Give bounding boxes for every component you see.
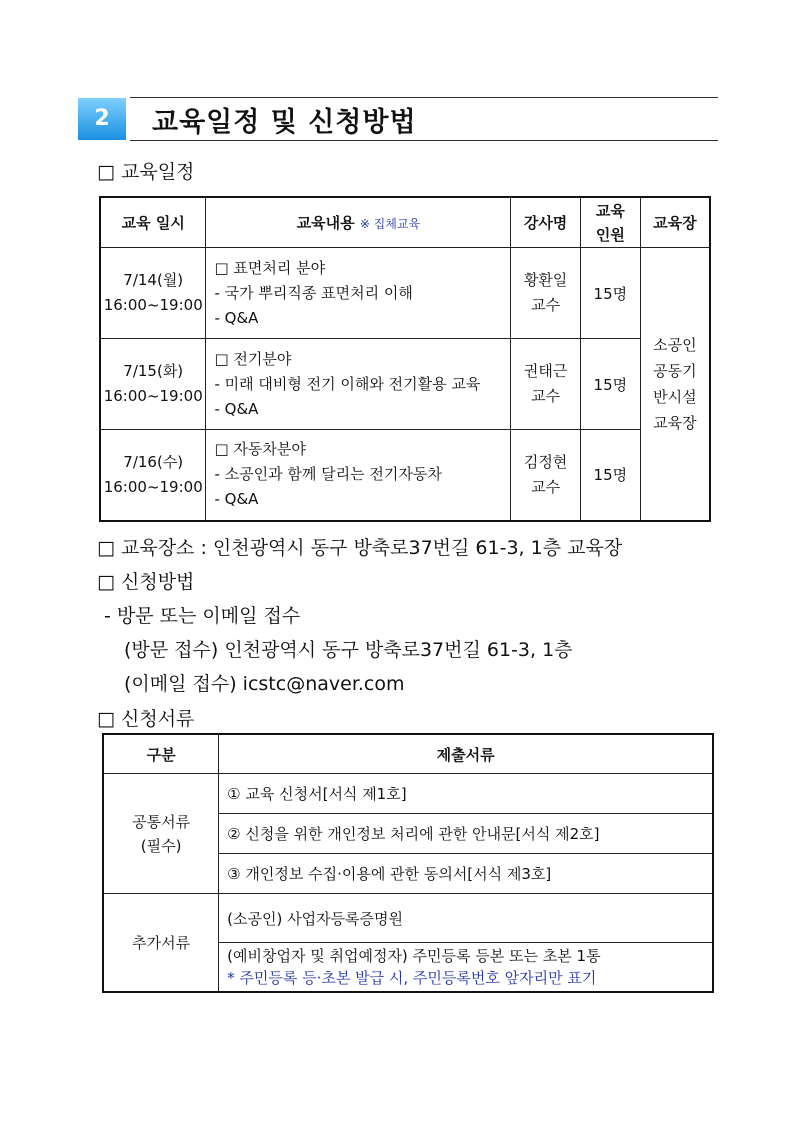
- table-row: [103, 894, 713, 943]
- apply-section-title: □ 신청방법: [97, 571, 195, 593]
- table-row: [103, 774, 713, 814]
- doc-item: (소공인) 사업자등록증명원: [219, 894, 713, 943]
- doc-item: ② 신청을 위한 개인정보 처리에 관한 안내문[서식 제2호]: [219, 814, 713, 854]
- col-header-venue: 교육장: [640, 197, 710, 248]
- apply-email: (이메일 접수) icstc@naver.com: [124, 673, 405, 695]
- extra-docs-label: 추가서류: [103, 894, 219, 993]
- row-date: 7/15(화) 16:00~19:00: [100, 339, 206, 430]
- documents-table: [102, 733, 714, 993]
- row-date: 7/14(월) 16:00~19:00: [100, 248, 206, 339]
- section-number-badge: 2: [78, 98, 126, 140]
- row-date: 7/16(수) 16:00~19:00: [100, 430, 206, 521]
- page-title: 교육일정 및 신청방법: [152, 107, 417, 138]
- schedule-section-title: □ 교육일정: [97, 161, 195, 183]
- schedule-table: [99, 196, 711, 522]
- header-rule-top: [130, 97, 718, 98]
- doc-note: * 주민등록 등·초본 발급 시, 주민등록번호 앞자리만 표기: [227, 969, 597, 987]
- col-header-capacity: 교육 인원: [580, 197, 640, 248]
- common-docs-label: 공통서류 (필수): [103, 774, 219, 894]
- venue-cell: 소공인 공동기 반시설 교육장: [640, 248, 710, 521]
- docs-section-title: □ 신청서류: [97, 708, 195, 730]
- row-instructor: 김정현 교수: [511, 430, 581, 521]
- content-note: ※ 집체교육: [359, 217, 421, 231]
- doc-item: (예비창업자 및 취업예정자) 주민등록 등본 또는 초본 1통 * 주민등록 등·초본 발급 시, 주민등록번호 앞자리만 표기: [219, 943, 713, 993]
- row-content: □ 자동차분야 - 소공인과 함께 달리는 전기자동차 - Q&A: [206, 430, 511, 521]
- table-row: [100, 430, 710, 521]
- row-instructor: 권태근 교수: [511, 339, 581, 430]
- col-header-instructor: 강사명: [511, 197, 581, 248]
- apply-method: - 방문 또는 이메일 접수: [104, 605, 301, 627]
- row-capacity: 15명: [580, 339, 640, 430]
- col-header-documents: 제출서류: [219, 734, 713, 774]
- doc-item: ③ 개인정보 수집·이용에 관한 동의서[서식 제3호]: [219, 854, 713, 894]
- row-capacity: 15명: [580, 430, 640, 521]
- location-text: □ 교육장소 : 인천광역시 동구 방축로37번길 61-3, 1층 교육장: [97, 537, 623, 559]
- row-content: □ 전기분야 - 미래 대비형 전기 이해와 전기활용 교육 - Q&A: [206, 339, 511, 430]
- row-content: □ 표면처리 분야 - 국가 뿌리직종 표면처리 이해 - Q&A: [206, 248, 511, 339]
- doc-item: ① 교육 신청서[서식 제1호]: [219, 774, 713, 814]
- row-capacity: 15명: [580, 248, 640, 339]
- row-instructor: 황환일 교수: [511, 248, 581, 339]
- col-header-date: 교육 일시: [100, 197, 206, 248]
- header-rule-bottom: [130, 140, 718, 141]
- table-row: [100, 339, 710, 430]
- col-header-category: 구분: [103, 734, 219, 774]
- apply-visit: (방문 접수) 인천광역시 동구 방축로37번길 61-3, 1층: [124, 639, 573, 661]
- col-header-content: 교육내용 ※ 집체교육: [206, 197, 511, 248]
- table-row: [100, 248, 710, 339]
